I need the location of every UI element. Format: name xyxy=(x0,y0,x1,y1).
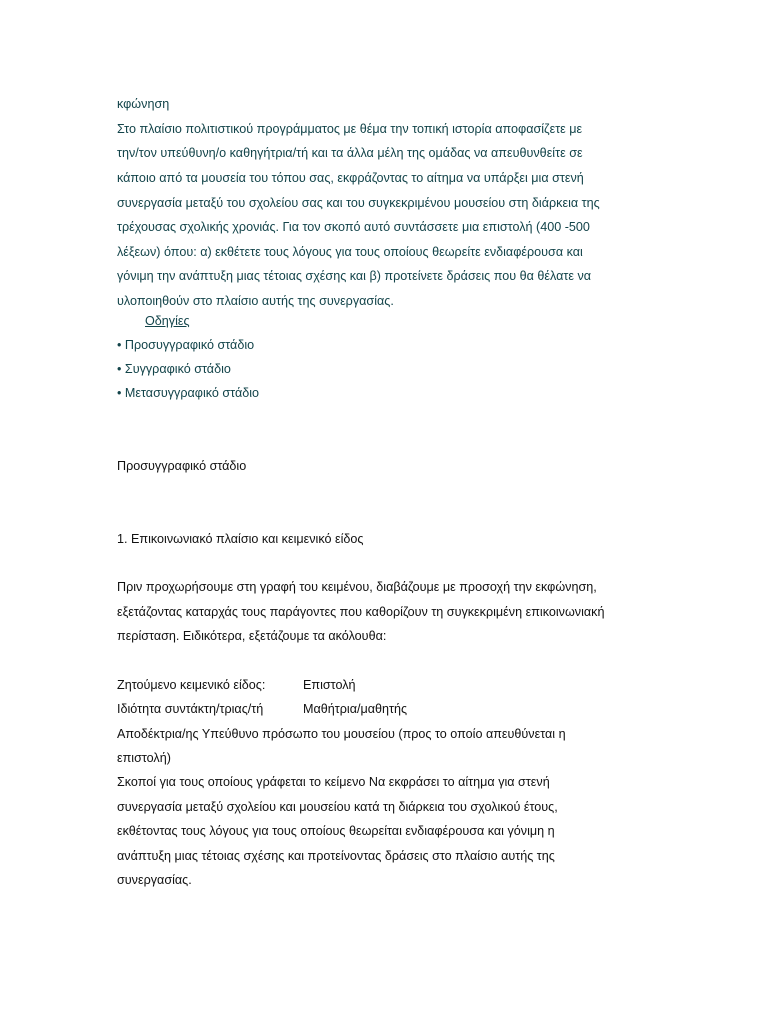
purpose-line: συνεργασίας. xyxy=(117,873,192,887)
author-label: Ιδιότητα συντάκτη/τριας/τή xyxy=(117,702,264,716)
author-value: Μαθήτρια/μαθητής xyxy=(303,702,408,716)
intro-line: υλοποιηθούν στο πλαίσιο αυτής της συνεργασίας. xyxy=(117,294,394,308)
paragraph-line: Πριν προχωρήσουμε στη γραφή του κειμένου, διαβάζουμε με προσοχή την εκφώνηση, xyxy=(117,580,597,594)
intro-line: συνεργασία μεταξύ του σχολείου σας και του συγκεκριμένου μουσείου στη διάρκεια της xyxy=(117,196,600,210)
intro-line: γόνιμη την ανάπτυξη μιας τέτοιας σχέσης και β) προτείνετε δράσεις που θα θέλατε να xyxy=(117,269,592,283)
section-title: Προσυγγραφικό στάδιο xyxy=(117,459,247,473)
paragraph-line: περίσταση. Ειδικότερα, εξετάζουμε τα ακόλουθα: xyxy=(117,629,387,643)
guideline-item: • Προσυγγραφικό στάδιο xyxy=(117,338,255,352)
genre-label: Ζητούμενο κειμενικό είδος: xyxy=(117,678,266,692)
guideline-item: • Μετασυγγραφικό στάδιο xyxy=(117,386,260,400)
genre-value: Επιστολή xyxy=(303,678,356,692)
recipient-line: επιστολή) xyxy=(117,751,171,765)
paragraph-line: εξετάζοντας καταρχάς τους παράγοντες που καθορίζουν τη συγκεκριμένη επικοινωνιακή xyxy=(117,605,605,619)
purpose-line: εκθέτοντας τους λόγους για τους οποίους θεωρείται ενδιαφέρουσα και γόνιμη η xyxy=(117,824,555,838)
intro-line: λέξεων) όπου: α) εκθέτετε τους λόγους για τους οποίους θεωρείτε ενδιαφέρουσα και xyxy=(117,245,583,259)
intro-line: τρέχουσας σχολικής χρονιάς. Για τον σκοπό αυτό συντάσσετε μια επιστολή (400 -500 xyxy=(117,220,590,234)
guideline-item: • Συγγραφικό στάδιο xyxy=(117,362,231,376)
heading: κφώνηση xyxy=(117,97,170,111)
intro-line: την/τον υπεύθυνη/ο καθηγήτρια/τή και τα άλλα μέλη της ομάδας να απευθυνθείτε σε xyxy=(117,146,583,160)
subsection-title: 1. Επικοινωνιακό πλαίσιο και κειμενικό είδος xyxy=(117,532,364,546)
genre-row xyxy=(117,677,356,693)
author-row xyxy=(117,701,407,717)
recipient-line: Αποδέκτρια/ης Υπεύθυνο πρόσωπο του μουσείου (προς το οποίο απευθύνεται η xyxy=(117,727,566,741)
purpose-line: ανάπτυξη μιας τέτοιας σχέσης και προτείνοντας δράσεις στο πλαίσιο αυτής της xyxy=(117,849,555,863)
intro-line: κάποιο από τα μουσεία του τόπου σας, εκφράζοντας το αίτημα να υπάρξει μια στενή xyxy=(117,171,584,185)
guidelines-title: Οδηγίες xyxy=(145,314,190,328)
purpose-line: συνεργασία μεταξύ σχολείου και μουσείου κατά τη διάρκεια του σχολικού έτους, xyxy=(117,800,558,814)
intro-line: Στο πλαίσιο πολιτιστικού προγράμματος με θέμα την τοπική ιστορία αποφασίζετε με xyxy=(117,122,583,136)
purpose-line: Σκοποί για τους οποίους γράφεται το κείμενο Να εκφράσει το αίτημα για στενή xyxy=(117,775,550,789)
